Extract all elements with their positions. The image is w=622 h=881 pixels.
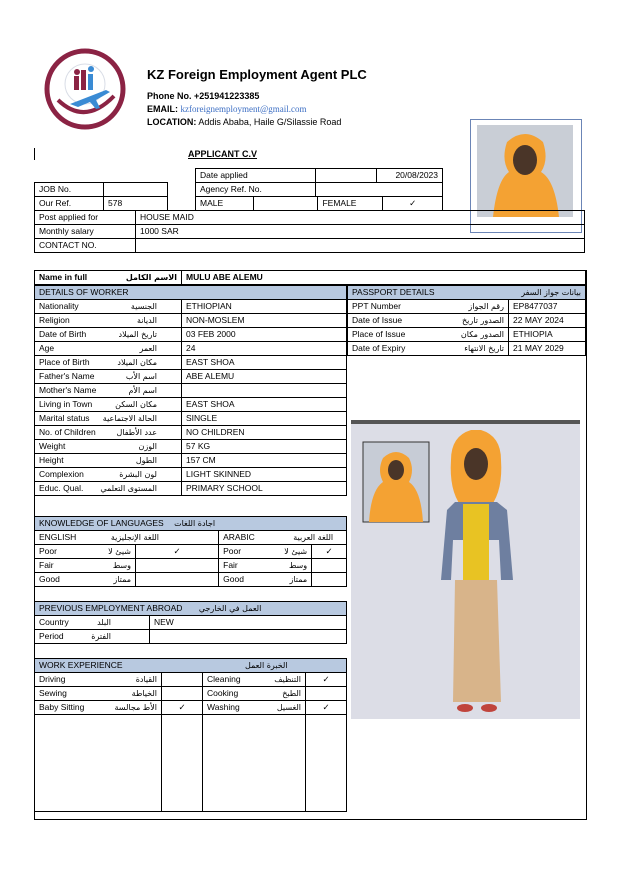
worker-field-label-wrap <box>39 384 157 397</box>
period-label: Period <box>39 631 64 641</box>
arabic-level-label-ar: وسط <box>288 561 308 570</box>
passport-section-label-ar: بيانات جواز السفر <box>521 288 581 297</box>
passport-field-label <box>348 314 509 328</box>
arabic-level-label-wrap <box>223 573 307 586</box>
experience-left-label-wrap <box>39 687 157 700</box>
worker-field-label-ar: مكان السكن <box>115 400 157 409</box>
passport-row <box>348 314 586 328</box>
arabic-level-label-ar: شيئ لا <box>284 547 308 556</box>
airplane-logo-icon <box>44 48 126 130</box>
worker-field-label <box>35 356 182 370</box>
name-label-cell <box>35 271 182 285</box>
passport-row <box>348 328 586 342</box>
experience-right-label-en: Cleaning <box>207 674 241 684</box>
experience-right-checkbox[interactable]: ✓ <box>306 701 347 715</box>
arabic-level-label-wrap <box>223 545 307 558</box>
worker-field-label-ar: اسم الأب <box>125 372 157 381</box>
worker-field-label-wrap <box>39 468 157 481</box>
worker-details-table <box>34 285 347 496</box>
worker-field-value: 57 KG <box>182 440 347 454</box>
language-level-row <box>35 559 347 573</box>
worker-field-value: NO CHILDREN <box>182 426 347 440</box>
work-experience-table <box>34 658 347 812</box>
worker-field-label-en: Nationality <box>39 301 79 311</box>
worker-row <box>35 398 347 412</box>
experience-section-header <box>35 659 347 673</box>
passport-field-label <box>348 300 509 314</box>
empty-cell <box>162 715 203 812</box>
worker-field-label-ar: لون البشرة <box>119 470 157 479</box>
experience-left-label <box>35 673 162 687</box>
arabic-level-label-en: Fair <box>223 560 238 570</box>
passport-field-label-wrap <box>352 328 504 341</box>
experience-left-label-en: Baby Sitting <box>39 702 85 712</box>
english-level-label <box>35 559 136 573</box>
english-level-label-wrap <box>39 545 131 558</box>
passport-section-header <box>348 286 586 300</box>
experience-left-label-wrap <box>39 701 157 714</box>
date-applied-table <box>195 168 443 197</box>
worker-field-label <box>35 300 182 314</box>
english-level-label-ar: وسط <box>112 561 131 570</box>
passport-field-value: EP8477037 <box>509 300 586 314</box>
worker-field-label <box>35 328 182 342</box>
country-value: NEW <box>150 616 347 630</box>
worker-field-value: 24 <box>182 342 347 356</box>
agency-ref-label: Agency Ref. No. <box>196 183 316 197</box>
worker-field-label <box>35 342 182 356</box>
worker-field-label-wrap <box>39 482 157 495</box>
worker-row <box>35 370 347 384</box>
english-level-label-en: Good <box>39 574 60 584</box>
passport-field-label-wrap <box>352 300 504 313</box>
empty-cell <box>306 715 347 812</box>
english-level-label-en: Fair <box>39 560 54 570</box>
worker-field-label-en: Height <box>39 455 64 465</box>
email-line <box>147 104 307 114</box>
arabic-level-label <box>219 559 312 573</box>
experience-right-label-wrap <box>207 673 301 686</box>
form-title: APPLICANT C.V <box>188 149 258 159</box>
experience-left-checkbox[interactable] <box>162 687 203 701</box>
passport-field-value: 21 MAY 2029 <box>509 342 586 356</box>
arabic-level-checkbox[interactable]: ✓ <box>312 545 347 559</box>
full-body-photo-image <box>351 420 580 719</box>
arabic-label-ar: اللغة العربية <box>293 533 334 542</box>
experience-right-label-ar: الطبخ <box>282 689 301 698</box>
worker-field-value: SINGLE <box>182 412 347 426</box>
experience-right-label <box>203 673 306 687</box>
english-level-label <box>35 573 136 587</box>
language-level-row <box>35 573 347 587</box>
passport-details-table <box>347 285 586 356</box>
previous-section-label: PREVIOUS EMPLOYMENT ABROAD <box>39 603 183 613</box>
english-label: ENGLISH <box>39 532 77 542</box>
worker-field-label <box>35 468 182 482</box>
female-label: FEMALE <box>318 197 383 211</box>
experience-right-checkbox[interactable] <box>306 687 347 701</box>
previous-employment-table <box>34 601 347 644</box>
worker-field-label-wrap <box>39 398 157 411</box>
experience-right-label <box>203 701 306 715</box>
phone-line <box>147 91 259 101</box>
passport-field-label-ar: الصدور مكان <box>460 330 504 339</box>
job-no-value <box>104 183 168 197</box>
worker-field-label-ar: عدد الأطفال <box>116 428 157 437</box>
agency-ref-value <box>315 183 442 197</box>
worker-field-label-ar: المستوى التعلمي <box>100 484 157 493</box>
passport-field-label-en: Date of Issue <box>352 315 403 325</box>
worker-field-label <box>35 370 182 384</box>
experience-right-label <box>203 687 306 701</box>
text-cursor <box>34 148 35 160</box>
arabic-level-label-en: Good <box>223 574 244 584</box>
arabic-level-checkbox[interactable] <box>312 559 347 573</box>
location-line <box>147 117 341 127</box>
arabic-label: ARABIC <box>223 532 255 542</box>
worker-field-label-wrap <box>39 342 157 355</box>
worker-field-label-en: Date of Birth <box>39 329 87 339</box>
worker-field-label <box>35 454 182 468</box>
worker-field-label-ar: مكان الميلاد <box>117 358 157 367</box>
worker-field-label-ar: العمر <box>139 344 157 353</box>
worker-field-label-wrap <box>39 328 157 341</box>
experience-row <box>35 687 347 701</box>
name-value: MULU ABE ALEMU <box>182 271 586 285</box>
arabic-level-checkbox[interactable] <box>312 573 347 587</box>
worker-field-label-ar: اسم الأم <box>128 386 157 395</box>
arabic-header <box>219 531 347 545</box>
experience-left-label <box>35 687 162 701</box>
worker-field-label-en: Educ. Qual. <box>39 483 84 493</box>
worker-field-value: LIGHT SKINNED <box>182 468 347 482</box>
job-ref-table <box>34 182 168 211</box>
worker-field-label-ar: تاريخ الميلاد <box>118 330 157 339</box>
date-applied-label: Date applied <box>196 169 316 183</box>
salary-value: 1000 SAR <box>136 225 585 239</box>
experience-left-label-ar: الخياطة <box>131 689 157 698</box>
worker-field-label <box>35 440 182 454</box>
male-label: MALE <box>196 197 254 211</box>
english-level-checkbox[interactable]: ✓ <box>136 545 219 559</box>
worker-field-label-wrap <box>39 314 157 327</box>
english-level-label-wrap <box>39 559 131 572</box>
worker-field-value: ETHIOPIAN <box>182 300 347 314</box>
post-value: HOUSE MAID <box>136 211 585 225</box>
worker-row <box>35 412 347 426</box>
worker-field-label-en: Religion <box>39 315 70 325</box>
passport-row <box>348 300 586 314</box>
worker-field-label <box>35 384 182 398</box>
worker-row <box>35 426 347 440</box>
experience-left-label <box>35 701 162 715</box>
english-level-checkbox[interactable] <box>136 573 219 587</box>
agency-logo <box>44 48 126 130</box>
worker-field-label-ar: الطول <box>135 456 157 465</box>
worker-field-value: ABE ALEMU <box>182 370 347 384</box>
country-label-ar: البلد <box>97 618 111 627</box>
salary-label: Monthly salary <box>35 225 136 239</box>
worker-field-label-en: Mother's Name <box>39 385 97 395</box>
experience-right-checkbox[interactable]: ✓ <box>306 673 347 687</box>
language-level-row <box>35 545 347 559</box>
worker-row <box>35 468 347 482</box>
worker-field-label-wrap <box>39 300 157 313</box>
english-level-label-en: Poor <box>39 546 57 556</box>
location-label: LOCATION: <box>147 117 197 127</box>
worker-row <box>35 440 347 454</box>
experience-right-label-wrap <box>207 687 301 700</box>
worker-field-label <box>35 398 182 412</box>
passport-field-label <box>348 328 509 342</box>
worker-row <box>35 454 347 468</box>
passport-field-label-en: Place of Issue <box>352 329 406 339</box>
passport-field-label-ar: تاريخ الانتهاء <box>464 344 504 353</box>
arabic-level-label-en: Poor <box>223 546 242 556</box>
worker-field-value: 157 CM <box>182 454 347 468</box>
passport-field-value: ETHIOPIA <box>509 328 586 342</box>
experience-left-label-ar: الأط مجالسة <box>114 703 157 712</box>
country-label: Country <box>39 617 69 627</box>
passport-field-label <box>348 342 509 356</box>
experience-row <box>35 701 347 715</box>
date-applied-value: 20/08/2023 <box>377 169 443 183</box>
worker-row <box>35 342 347 356</box>
worker-field-value: 03 FEB 2000 <box>182 328 347 342</box>
passport-field-label-wrap <box>352 314 504 327</box>
passport-field-label-en: PPT Number <box>352 301 401 311</box>
contact-label: CONTACT NO. <box>35 239 136 253</box>
email-link[interactable]: kzforeignemployment@gmail.com <box>180 104 307 114</box>
english-level-label-wrap <box>39 573 131 586</box>
arabic-level-label-wrap <box>223 559 307 572</box>
english-level-label-ar: شيئ لا <box>108 547 131 556</box>
worker-field-label-wrap <box>39 356 157 369</box>
worker-field-label-ar: الجنسية <box>130 302 157 311</box>
male-checkbox[interactable] <box>253 197 318 211</box>
post-table <box>34 210 585 253</box>
worker-field-label-wrap <box>39 440 157 453</box>
phone-value: +251941223385 <box>194 91 260 101</box>
post-label: Post applied for <box>35 211 136 225</box>
female-checkbox[interactable]: ✓ <box>383 197 443 211</box>
passport-field-label-ar: الصدور تاريخ <box>462 316 504 325</box>
worker-field-value: EAST SHOA <box>182 398 347 412</box>
worker-field-label-wrap <box>39 454 157 467</box>
worker-field-label-ar: الديانة <box>136 316 157 325</box>
worker-row <box>35 314 347 328</box>
worker-field-label-ar: الحالة الاجتماعية <box>102 414 157 423</box>
languages-section-header <box>35 517 347 531</box>
period-label-cell <box>35 630 150 644</box>
worker-field-value: PRIMARY SCHOOL <box>182 482 347 496</box>
empty-cell <box>315 169 376 183</box>
worker-field-label-en: Living in Town <box>39 399 93 409</box>
arabic-level-label <box>219 573 312 587</box>
experience-left-label-en: Driving <box>39 674 66 684</box>
experience-right-label-ar: الغسيل <box>276 703 301 712</box>
worker-field-label <box>35 412 182 426</box>
worker-field-label-en: Father's Name <box>39 371 95 381</box>
worker-field-label-en: Complexion <box>39 469 84 479</box>
worker-field-label-wrap <box>39 370 157 383</box>
worker-row <box>35 328 347 342</box>
worker-field-value: NON-MOSLEM <box>182 314 347 328</box>
worker-row <box>35 356 347 370</box>
name-table <box>34 270 586 285</box>
worker-field-label <box>35 482 182 496</box>
country-label-cell <box>35 616 150 630</box>
passport-field-label-ar: رقم الجواز <box>468 302 504 311</box>
name-label: Name in full <box>39 272 88 282</box>
worker-field-value: EAST SHOA <box>182 356 347 370</box>
english-level-label <box>35 545 136 559</box>
worker-field-label-wrap <box>39 426 157 439</box>
agency-name: KZ Foreign Employment Agent PLC <box>147 67 367 82</box>
passport-row <box>348 342 586 356</box>
passport-section-label: PASSPORT DETAILS <box>352 287 435 297</box>
worker-field-label <box>35 426 182 440</box>
name-label-ar: الاسم الكامل <box>125 273 177 282</box>
worker-field-label-en: Weight <box>39 441 66 451</box>
location-value: Addis Ababa, Haile G/Silassie Road <box>198 117 342 127</box>
experience-left-checkbox[interactable]: ✓ <box>162 701 203 715</box>
experience-left-label-wrap <box>39 673 157 686</box>
period-label-ar: الفترة <box>91 632 111 641</box>
worker-field-label-en: Age <box>39 343 55 353</box>
worker-field-label <box>35 314 182 328</box>
experience-section-label: WORK EXPERIENCE <box>39 660 123 670</box>
experience-section-label-ar: الخبرة العمل <box>244 661 288 670</box>
our-ref-label: Our Ref. <box>35 197 104 211</box>
experience-row <box>35 673 347 687</box>
gender-table <box>195 196 443 211</box>
english-level-label-ar: ممتاز <box>113 575 131 584</box>
arabic-level-label-ar: ممتاز <box>289 575 308 584</box>
period-value <box>150 630 347 644</box>
empty-cell <box>35 715 162 812</box>
languages-section-label-ar: اجادة اللغات <box>174 519 216 528</box>
worker-field-label-wrap <box>39 412 157 425</box>
passport-field-label-en: Date of Expiry <box>352 343 406 353</box>
experience-left-checkbox[interactable] <box>162 673 203 687</box>
worker-row <box>35 300 347 314</box>
worker-field-label-en: Place of Birth <box>39 357 90 367</box>
english-header <box>35 531 219 545</box>
full-body-photo <box>351 420 580 719</box>
experience-right-label-ar: التنظيف <box>274 675 301 684</box>
contact-value <box>136 239 585 253</box>
worker-field-label-en: No. of Children <box>39 427 96 437</box>
experience-left-label-en: Sewing <box>39 688 67 698</box>
empty-cell <box>203 715 306 812</box>
english-level-checkbox[interactable] <box>136 559 219 573</box>
our-ref-value: 578 <box>104 197 168 211</box>
worker-section-header: DETAILS OF WORKER <box>35 286 347 300</box>
worker-row <box>35 384 347 398</box>
worker-field-label-ar: الوزن <box>138 442 157 451</box>
experience-right-label-en: Washing <box>207 702 240 712</box>
previous-section-label-ar: العمل في الخارجي <box>198 604 262 613</box>
passport-field-label-wrap <box>352 342 504 355</box>
experience-right-label-en: Cooking <box>207 688 239 698</box>
languages-section-label: KNOWLEDGE OF LANGUAGES <box>39 518 164 528</box>
english-label-ar: اللغة الإنجليزية <box>110 533 159 542</box>
experience-right-label-wrap <box>207 701 301 714</box>
worker-field-label-en: Marital status <box>39 413 90 423</box>
passport-field-value: 22 MAY 2024 <box>509 314 586 328</box>
experience-left-label-ar: القيادة <box>135 675 157 684</box>
worker-row <box>35 482 347 496</box>
email-label: EMAIL: <box>147 104 178 114</box>
worker-field-value <box>182 384 347 398</box>
job-no-label: JOB No. <box>35 183 104 197</box>
languages-table <box>34 516 347 587</box>
arabic-level-label <box>219 545 312 559</box>
phone-label: Phone No. <box>147 91 192 101</box>
previous-section-header <box>35 602 347 616</box>
